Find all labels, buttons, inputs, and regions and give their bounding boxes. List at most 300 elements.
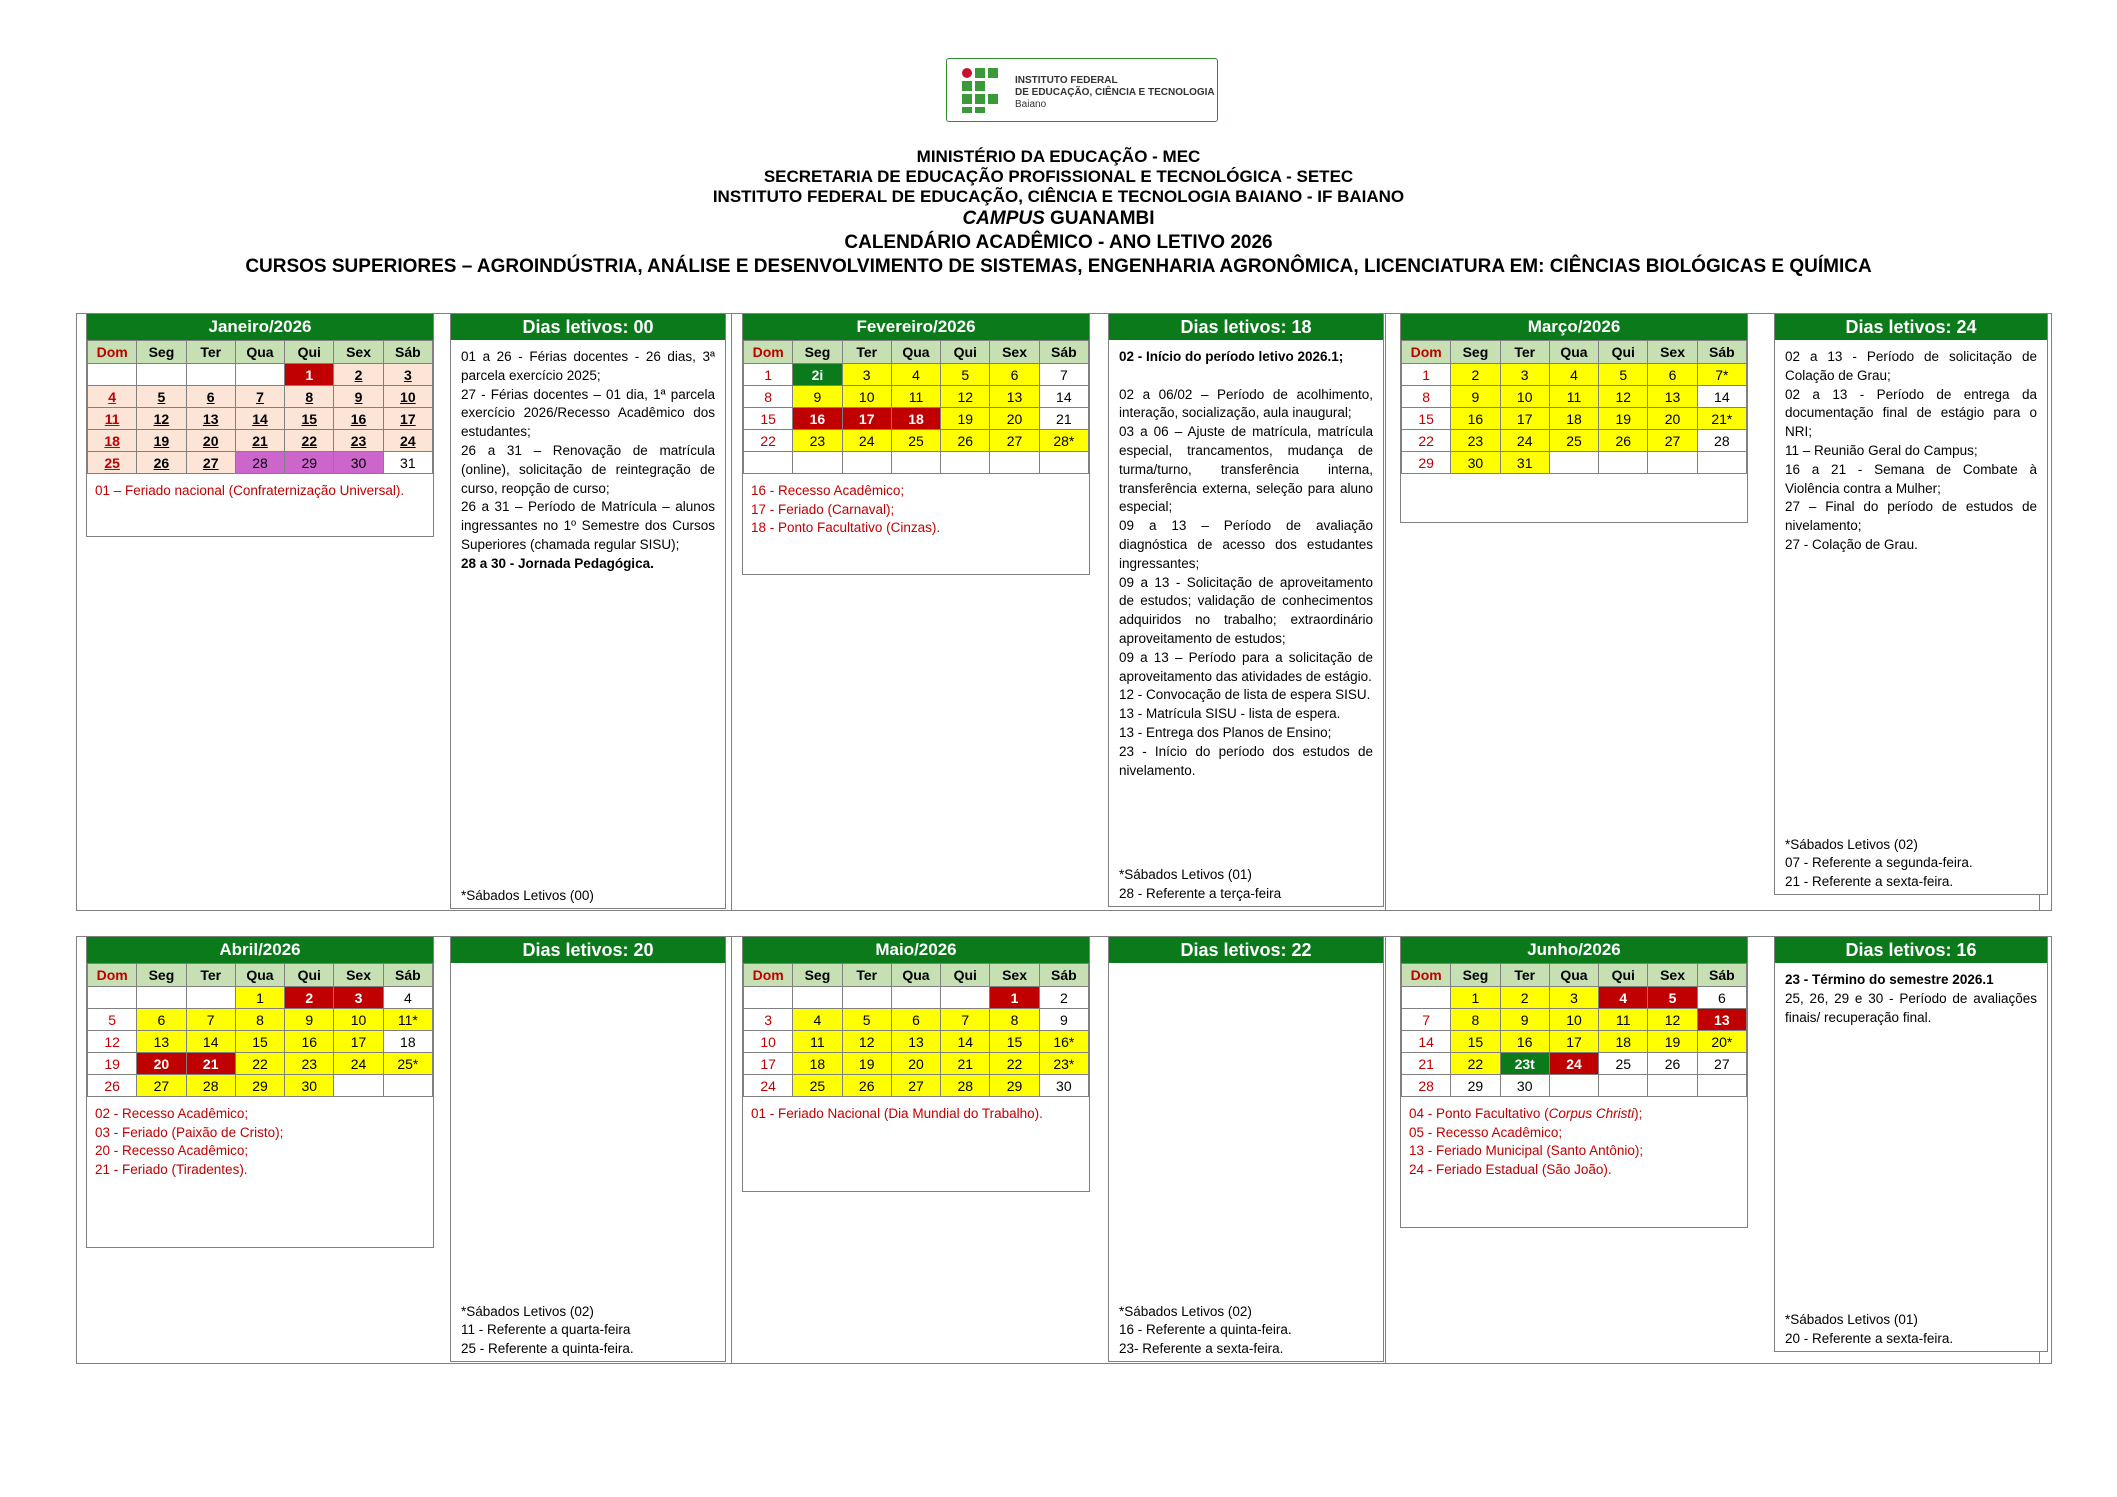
dias-letivos-item: 13 - Entrega dos Planos de Ensino; bbox=[1119, 724, 1332, 740]
day-cell bbox=[1697, 452, 1746, 474]
day-cell: 26 bbox=[137, 452, 186, 474]
week-row bbox=[88, 1053, 433, 1075]
week-row bbox=[1402, 1053, 1747, 1075]
dias-letivos-item: 28 a 30 - Jornada Pedagógica. bbox=[461, 555, 654, 571]
day-cell: 25 bbox=[88, 452, 137, 474]
saturdays-footer bbox=[461, 887, 594, 906]
month-calendar-grid bbox=[743, 963, 1089, 1097]
day-cell: 18 bbox=[88, 430, 137, 452]
day-cell: 16 bbox=[1451, 408, 1500, 430]
saturdays-footer-line: *Sábados Letivos (02) bbox=[461, 1303, 594, 1319]
day-cell: 8 bbox=[990, 1009, 1039, 1031]
month-note: 16 - Recesso Acadêmico; bbox=[751, 483, 905, 498]
weekday-label: Ter bbox=[842, 964, 891, 987]
day-cell: 14 bbox=[1039, 386, 1088, 408]
saturdays-footer bbox=[1785, 1311, 1953, 1349]
day-cell: 1 bbox=[744, 364, 793, 386]
day-cell: 5 bbox=[1648, 987, 1697, 1009]
month-note: 17 - Feriado (Carnaval); bbox=[751, 501, 895, 517]
month-title: Março/2026 bbox=[1401, 314, 1747, 340]
header-institute: INSTITUTO FEDERAL DE EDUCAÇÃO, CIÊNCIA E TECNOLOGIA BAIANO - IF BAIANO bbox=[712, 187, 1405, 206]
weekday-label: Sex bbox=[1648, 964, 1697, 987]
dias-letivos-item: 01 a 26 - Férias docentes - 26 dias, 3ª parcela exercício 2025; bbox=[461, 349, 715, 383]
day-cell: 19 bbox=[1599, 408, 1648, 430]
day-cell: 10 bbox=[334, 1009, 383, 1031]
weekday-header-row bbox=[88, 964, 433, 987]
day-cell: 23 bbox=[793, 430, 842, 452]
saturdays-footer-line: 23- Referente a sexta-feira. bbox=[1119, 1341, 1284, 1357]
day-cell: 2 bbox=[334, 364, 383, 386]
day-cell: 6 bbox=[891, 1009, 940, 1031]
month-note: 02 - Recesso Acadêmico; bbox=[95, 1106, 249, 1121]
day-cell: 5 bbox=[137, 386, 186, 408]
day-cell: 4 bbox=[891, 364, 940, 386]
day-cell: 9 bbox=[1039, 1009, 1088, 1031]
day-cell: 7 bbox=[186, 1009, 235, 1031]
day-cell: 24 bbox=[334, 1053, 383, 1075]
day-cell: 27 bbox=[1697, 1053, 1746, 1075]
month-march bbox=[1400, 313, 1748, 523]
week-row bbox=[88, 987, 433, 1009]
weekday-label: Sáb bbox=[383, 341, 432, 364]
day-cell: 12 bbox=[941, 386, 990, 408]
month-notes bbox=[743, 1097, 1089, 1132]
day-cell: 25 bbox=[891, 430, 940, 452]
dias-letivos-item: 09 a 13 - Solicitação de aproveitamento de estudos; validação de conhecimentos adquiridos no trabalho; extraordinário aproveitamento de estudos; bbox=[1119, 574, 1373, 646]
day-cell: 8 bbox=[235, 1009, 284, 1031]
day-cell: 31 bbox=[1500, 452, 1549, 474]
day-cell: 16 bbox=[285, 1031, 334, 1053]
day-cell: 12 bbox=[842, 1031, 891, 1053]
logo-line-2: DE EDUCAÇÃO, CIÊNCIA E TECNOLOGIA bbox=[1015, 87, 1215, 98]
saturdays-footer bbox=[461, 1303, 634, 1359]
day-cell: 15 bbox=[744, 408, 793, 430]
day-cell: 4 bbox=[88, 386, 137, 408]
day-cell: 3 bbox=[744, 1009, 793, 1031]
day-cell: 17 bbox=[334, 1031, 383, 1053]
weekday-label: Sáb bbox=[1697, 964, 1746, 987]
day-cell bbox=[235, 364, 284, 386]
day-cell: 14 bbox=[186, 1031, 235, 1053]
day-cell: 23 bbox=[334, 430, 383, 452]
day-cell: 5 bbox=[941, 364, 990, 386]
day-cell: 3 bbox=[842, 364, 891, 386]
day-cell: 29 bbox=[285, 452, 334, 474]
dias-letivos-title: Dias letivos: 24 bbox=[1775, 314, 2047, 340]
dias-letivos-item: 23 - Início do período dos estudos de nivelamento. bbox=[1119, 743, 1373, 778]
weekday-label: Sáb bbox=[1039, 964, 1088, 987]
day-cell bbox=[1549, 1075, 1598, 1097]
saturdays-footer bbox=[1119, 866, 1281, 904]
weekday-label: Seg bbox=[793, 964, 842, 987]
dias-letivos-item: 02 a 13 - Período de solicitação de Colação de Grau; bbox=[1785, 349, 2037, 383]
day-cell: 14 bbox=[941, 1031, 990, 1053]
week-row bbox=[744, 430, 1089, 452]
day-cell: 13 bbox=[990, 386, 1039, 408]
day-cell: 20 bbox=[186, 430, 235, 452]
day-cell: 16* bbox=[1039, 1031, 1088, 1053]
day-cell: 15 bbox=[235, 1031, 284, 1053]
day-cell: 20 bbox=[1648, 408, 1697, 430]
saturdays-footer-line: *Sábados Letivos (02) bbox=[1785, 836, 1918, 852]
weekday-label: Qui bbox=[285, 964, 334, 987]
logo-line-1: INSTITUTO FEDERAL bbox=[1015, 75, 1118, 86]
dias-letivos-notes bbox=[451, 340, 725, 582]
day-cell: 6 bbox=[186, 386, 235, 408]
weekday-header-row bbox=[744, 341, 1089, 364]
dias-letivos-item: 26 a 31 – Período de Matrícula – alunos ingressantes no 1º Semestre dos Cursos Superiores (chamada regular SISU); bbox=[461, 499, 715, 552]
dias-letivos-title: Dias letivos: 00 bbox=[451, 314, 725, 340]
weekday-label: Seg bbox=[793, 341, 842, 364]
day-cell bbox=[186, 364, 235, 386]
dias-letivos-item: 03 a 06 – Ajuste de matrícula, matrícula especial, trancamentos, mudança de turma/turno, transferência interna, transferência externa, seleção para aluno especial; bbox=[1119, 424, 1373, 515]
day-cell: 28* bbox=[1039, 430, 1088, 452]
week-row bbox=[88, 1075, 433, 1097]
day-cell bbox=[1039, 452, 1088, 474]
week-row bbox=[1402, 1031, 1747, 1053]
weekday-label: Qui bbox=[941, 964, 990, 987]
month-may bbox=[742, 936, 1090, 1192]
day-cell: 2 bbox=[1039, 987, 1088, 1009]
week-row bbox=[744, 987, 1089, 1009]
day-cell: 19 bbox=[88, 1053, 137, 1075]
day-cell: 30 bbox=[334, 452, 383, 474]
day-cell: 11 bbox=[891, 386, 940, 408]
day-cell: 16 bbox=[1500, 1031, 1549, 1053]
day-cell: 25 bbox=[793, 1075, 842, 1097]
day-cell: 14 bbox=[1697, 386, 1746, 408]
header-calendar-title: CALENDÁRIO ACADÊMICO - ANO LETIVO 2026 bbox=[844, 232, 1273, 253]
month-june bbox=[1400, 936, 1748, 1228]
logo-text bbox=[1015, 75, 1215, 111]
day-cell: 27 bbox=[990, 430, 1039, 452]
week-row bbox=[1402, 452, 1747, 474]
day-cell: 4 bbox=[383, 987, 432, 1009]
day-cell: 10 bbox=[744, 1031, 793, 1053]
day-cell bbox=[88, 364, 137, 386]
day-cell: 1 bbox=[1451, 987, 1500, 1009]
day-cell: 13 bbox=[891, 1031, 940, 1053]
month-note: 01 - Feriado Nacional (Dia Mundial do Trabalho). bbox=[751, 1106, 1043, 1121]
day-cell: 5 bbox=[88, 1009, 137, 1031]
dias-letivos-january bbox=[450, 313, 726, 909]
day-cell bbox=[186, 987, 235, 1009]
day-cell: 1 bbox=[235, 987, 284, 1009]
day-cell: 11 bbox=[793, 1031, 842, 1053]
saturdays-footer-line: 21 - Referente a sexta-feira. bbox=[1785, 874, 1954, 890]
dias-letivos-item: 26 a 31 – Renovação de matrícula (online), solicitação de reintegração de curso, reopção de curso; bbox=[461, 442, 715, 496]
week-row bbox=[744, 452, 1089, 474]
day-cell: 22 bbox=[235, 1053, 284, 1075]
day-cell: 9 bbox=[1451, 386, 1500, 408]
dias-letivos-item: 02 - Início do período letivo 2026.1; bbox=[1119, 349, 1344, 364]
month-title: Fevereiro/2026 bbox=[743, 314, 1089, 340]
month-title: Janeiro/2026 bbox=[87, 314, 433, 340]
dias-letivos-title: Dias letivos: 20 bbox=[451, 937, 725, 963]
weekday-label: Ter bbox=[186, 964, 235, 987]
day-cell: 22 bbox=[990, 1053, 1039, 1075]
day-cell: 19 bbox=[941, 408, 990, 430]
weekday-label: Sex bbox=[990, 341, 1039, 364]
day-cell: 24 bbox=[383, 430, 432, 452]
day-cell: 29 bbox=[1451, 1075, 1500, 1097]
day-cell: 28 bbox=[1402, 1075, 1451, 1097]
week-row bbox=[88, 408, 433, 430]
day-cell: 13 bbox=[1648, 386, 1697, 408]
weekday-label: Ter bbox=[1500, 341, 1549, 364]
day-cell bbox=[990, 452, 1039, 474]
month-calendar-grid bbox=[743, 340, 1089, 474]
dias-letivos-june bbox=[1774, 936, 2048, 1352]
header-courses: CURSOS SUPERIORES – AGROINDÚSTRIA, ANÁLISE E DESENVOLVIMENTO DE SISTEMAS, ENGENHARIA AGRONÔMICA, LICENCIATURA EM: CIÊNCIAS BIOLÓGICAS E QUÍMICA bbox=[245, 256, 1872, 277]
dias-letivos-notes bbox=[1109, 340, 1383, 788]
day-cell: 9 bbox=[793, 386, 842, 408]
month-notes bbox=[743, 474, 1089, 546]
day-cell: 27 bbox=[891, 1075, 940, 1097]
weekday-label: Qua bbox=[891, 341, 940, 364]
day-cell: 13 bbox=[137, 1031, 186, 1053]
saturdays-footer bbox=[1785, 836, 1973, 892]
day-cell: 26 bbox=[1648, 1053, 1697, 1075]
dias-letivos-item: 25, 26, 29 e 30 - Período de avaliações finais/ recuperação final. bbox=[1785, 990, 2037, 1025]
day-cell: 9 bbox=[1500, 1009, 1549, 1031]
day-cell: 2 bbox=[1500, 987, 1549, 1009]
dias-letivos-item: 11 – Reunião Geral do Campus; bbox=[1785, 442, 1978, 458]
day-cell: 24 bbox=[1500, 430, 1549, 452]
weekday-label: Dom bbox=[744, 341, 793, 364]
day-cell: 2 bbox=[285, 987, 334, 1009]
day-cell: 21* bbox=[1697, 408, 1746, 430]
dias-letivos-item: 27 - Colação de Grau. bbox=[1785, 536, 1918, 552]
saturdays-footer-line: 11 - Referente a quarta-feira bbox=[461, 1322, 631, 1338]
month-note: 24 - Feriado Estadual (São João). bbox=[1409, 1161, 1612, 1177]
day-cell bbox=[383, 1075, 432, 1097]
day-cell: 20 bbox=[990, 408, 1039, 430]
weekday-label: Sáb bbox=[383, 964, 432, 987]
dias-letivos-march bbox=[1774, 313, 2048, 895]
day-cell: 21 bbox=[186, 1053, 235, 1075]
day-cell: 15 bbox=[990, 1031, 1039, 1053]
day-cell: 8 bbox=[744, 386, 793, 408]
day-cell: 21 bbox=[235, 430, 284, 452]
saturdays-footer-line: 20 - Referente a sexta-feira. bbox=[1785, 1331, 1954, 1347]
dias-letivos-title: Dias letivos: 18 bbox=[1109, 314, 1383, 340]
month-note: 05 - Recesso Acadêmico; bbox=[1409, 1124, 1563, 1140]
month-note: 04 - Ponto Facultativo (Corpus Christi); bbox=[1409, 1106, 1643, 1121]
saturdays-footer-line: *Sábados Letivos (00) bbox=[461, 888, 594, 904]
week-row bbox=[88, 452, 433, 474]
day-cell: 3 bbox=[1549, 987, 1598, 1009]
day-cell: 18 bbox=[1599, 1031, 1648, 1053]
week-row bbox=[1402, 430, 1747, 452]
month-note: 20 - Recesso Acadêmico; bbox=[95, 1143, 249, 1158]
day-cell: 27 bbox=[186, 452, 235, 474]
day-cell: 10 bbox=[1549, 1009, 1598, 1031]
day-cell bbox=[793, 987, 842, 1009]
day-cell: 21 bbox=[1402, 1053, 1451, 1075]
day-cell: 7 bbox=[1402, 1009, 1451, 1031]
day-cell: 2 bbox=[1451, 364, 1500, 386]
day-cell: 26 bbox=[842, 1075, 891, 1097]
day-cell: 10 bbox=[1500, 386, 1549, 408]
weekday-label: Sex bbox=[334, 341, 383, 364]
month-notes bbox=[1401, 1097, 1747, 1187]
day-cell: 14 bbox=[235, 408, 284, 430]
day-cell: 5 bbox=[1599, 364, 1648, 386]
day-cell: 29 bbox=[235, 1075, 284, 1097]
day-cell bbox=[1697, 1075, 1746, 1097]
day-cell: 26 bbox=[88, 1075, 137, 1097]
if-logo-icon bbox=[961, 67, 1007, 113]
day-cell: 10 bbox=[842, 386, 891, 408]
dias-letivos-april bbox=[450, 936, 726, 1362]
weekday-label: Qua bbox=[235, 964, 284, 987]
week-row bbox=[1402, 386, 1747, 408]
day-cell: 2i bbox=[793, 364, 842, 386]
day-cell: 25 bbox=[1549, 430, 1598, 452]
dias-letivos-title: Dias letivos: 22 bbox=[1109, 937, 1383, 963]
day-cell: 8 bbox=[1402, 386, 1451, 408]
day-cell: 11 bbox=[1599, 1009, 1648, 1031]
day-cell bbox=[88, 987, 137, 1009]
day-cell: 6 bbox=[990, 364, 1039, 386]
header-campus bbox=[0, 207, 2117, 231]
weekday-label: Sáb bbox=[1697, 341, 1746, 364]
week-row bbox=[1402, 1009, 1747, 1031]
day-cell bbox=[842, 452, 891, 474]
week-row bbox=[88, 386, 433, 408]
dias-letivos-item: 09 a 13 – Período de avaliação diagnóstica de acesso dos estudantes ingressantes; bbox=[1119, 518, 1373, 571]
month-february bbox=[742, 313, 1090, 575]
day-cell: 28 bbox=[941, 1075, 990, 1097]
month-note: 03 - Feriado (Paixão de Cristo); bbox=[95, 1124, 284, 1140]
dias-letivos-item: 27 – Final do período de estudos de nivelamento; bbox=[1785, 499, 2037, 534]
day-cell: 1 bbox=[990, 987, 1039, 1009]
day-cell: 26 bbox=[941, 430, 990, 452]
day-cell: 15 bbox=[285, 408, 334, 430]
month-note: 01 – Feriado nacional (Confraternização Universal). bbox=[95, 483, 405, 498]
week-row bbox=[1402, 1075, 1747, 1097]
day-cell: 26 bbox=[1599, 430, 1648, 452]
day-cell: 13 bbox=[186, 408, 235, 430]
weekday-header-row bbox=[744, 964, 1089, 987]
day-cell bbox=[842, 987, 891, 1009]
day-cell: 6 bbox=[1648, 364, 1697, 386]
weekday-label: Qua bbox=[1549, 341, 1598, 364]
saturdays-footer-line: *Sábados Letivos (01) bbox=[1119, 867, 1252, 883]
weekday-label: Qua bbox=[891, 964, 940, 987]
day-cell: 7 bbox=[235, 386, 284, 408]
weekday-header-row bbox=[1402, 341, 1747, 364]
day-cell: 27 bbox=[137, 1075, 186, 1097]
header-campus-italic: CAMPUS bbox=[962, 208, 1045, 229]
day-cell: 12 bbox=[1599, 386, 1648, 408]
day-cell: 11 bbox=[1549, 386, 1598, 408]
day-cell: 12 bbox=[137, 408, 186, 430]
day-cell: 16 bbox=[793, 408, 842, 430]
month-notes bbox=[87, 1097, 433, 1187]
week-row bbox=[744, 1053, 1089, 1075]
weekday-label: Seg bbox=[1451, 964, 1500, 987]
day-cell: 5 bbox=[842, 1009, 891, 1031]
month-calendar-grid bbox=[1401, 340, 1747, 474]
weekday-header-row bbox=[88, 341, 433, 364]
saturdays-footer-line: 25 - Referente a quinta-feira. bbox=[461, 1341, 634, 1357]
day-cell: 30 bbox=[1500, 1075, 1549, 1097]
dias-letivos-item: 16 a 21 - Semana de Combate à Violência contra a Mulher; bbox=[1785, 461, 2037, 496]
dias-letivos-february bbox=[1108, 313, 1384, 907]
day-cell: 12 bbox=[1648, 1009, 1697, 1031]
month-note: 21 - Feriado (Tiradentes). bbox=[95, 1161, 248, 1177]
day-cell: 17 bbox=[744, 1053, 793, 1075]
week-row bbox=[88, 364, 433, 386]
day-cell: 22 bbox=[285, 430, 334, 452]
day-cell: 3 bbox=[334, 987, 383, 1009]
month-calendar-grid bbox=[87, 340, 433, 474]
day-cell bbox=[744, 987, 793, 1009]
week-row bbox=[744, 1031, 1089, 1053]
day-cell: 10 bbox=[383, 386, 432, 408]
logo-line-3: Baiano bbox=[1015, 99, 1047, 110]
day-cell bbox=[941, 987, 990, 1009]
day-cell: 11 bbox=[88, 408, 137, 430]
day-cell: 1 bbox=[1402, 364, 1451, 386]
saturdays-footer bbox=[1119, 1303, 1292, 1359]
day-cell: 23 bbox=[285, 1053, 334, 1075]
day-cell: 29 bbox=[1402, 452, 1451, 474]
week-row bbox=[744, 1009, 1089, 1031]
day-cell: 19 bbox=[137, 430, 186, 452]
saturdays-footer-line: 07 - Referente a segunda-feira. bbox=[1785, 855, 1973, 871]
dias-letivos-item: 02 a 06/02 – Período de acolhimento, interação, socialização, aula inaugural; bbox=[1119, 386, 1373, 421]
month-calendar-grid bbox=[87, 963, 433, 1097]
month-january bbox=[86, 313, 434, 537]
weekday-label: Dom bbox=[1402, 341, 1451, 364]
dias-letivos-may bbox=[1108, 936, 1384, 1362]
day-cell: 12 bbox=[88, 1031, 137, 1053]
day-cell: 18 bbox=[1549, 408, 1598, 430]
month-title: Junho/2026 bbox=[1401, 937, 1747, 963]
dias-letivos-item: 02 a 13 - Período de entrega da documentação final de estágio para o NRI; bbox=[1785, 386, 2037, 440]
day-cell: 28 bbox=[186, 1075, 235, 1097]
dias-letivos-notes bbox=[1775, 963, 2047, 1035]
day-cell: 8 bbox=[1451, 1009, 1500, 1031]
dias-letivos-title: Dias letivos: 16 bbox=[1775, 937, 2047, 963]
day-cell bbox=[891, 452, 940, 474]
day-cell bbox=[941, 452, 990, 474]
day-cell: 4 bbox=[1599, 987, 1648, 1009]
day-cell: 30 bbox=[1039, 1075, 1088, 1097]
day-cell: 29 bbox=[990, 1075, 1039, 1097]
dias-letivos-item bbox=[1119, 367, 1373, 386]
day-cell: 25* bbox=[383, 1053, 432, 1075]
dias-letivos-notes bbox=[1775, 340, 2047, 563]
day-cell: 30 bbox=[1451, 452, 1500, 474]
week-row bbox=[744, 1075, 1089, 1097]
day-cell: 21 bbox=[1039, 408, 1088, 430]
day-cell: 18 bbox=[793, 1053, 842, 1075]
weekday-label: Sex bbox=[990, 964, 1039, 987]
day-cell bbox=[137, 364, 186, 386]
day-cell bbox=[334, 1075, 383, 1097]
day-cell bbox=[744, 452, 793, 474]
weekday-label: Ter bbox=[842, 341, 891, 364]
day-cell: 24 bbox=[744, 1075, 793, 1097]
day-cell: 15 bbox=[1451, 1031, 1500, 1053]
day-cell: 18 bbox=[383, 1031, 432, 1053]
week-row bbox=[744, 408, 1089, 430]
day-cell: 28 bbox=[1697, 430, 1746, 452]
